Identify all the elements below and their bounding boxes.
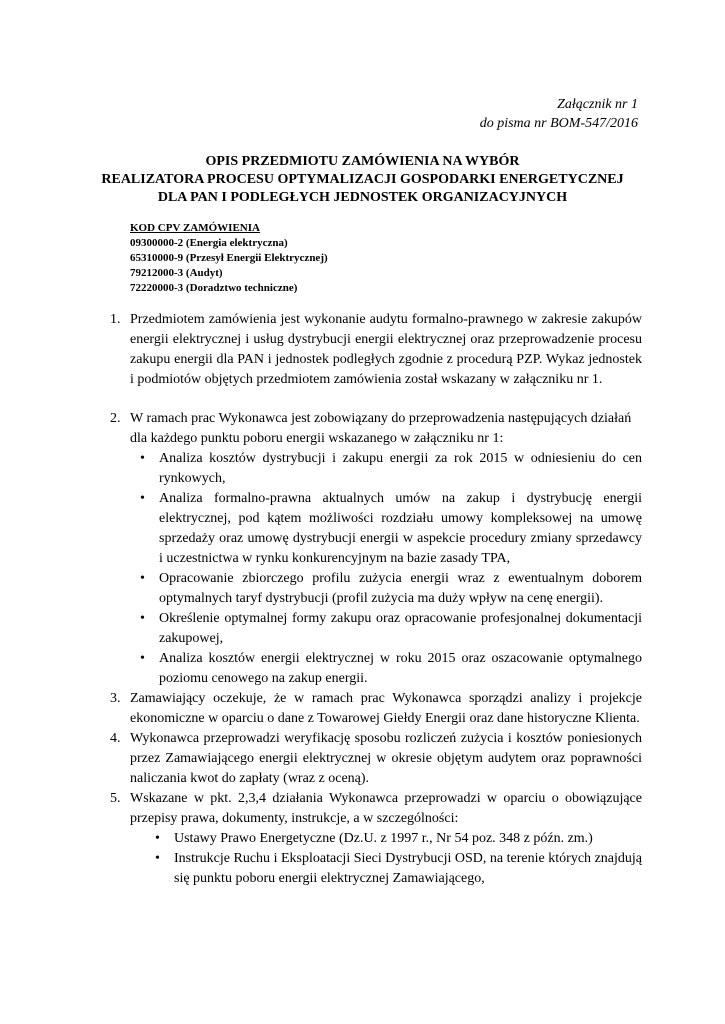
activities-list [130,449,642,689]
cpv-code: 72220000-3 (Doradztwo techniczne) [130,282,298,294]
bullet-icon: • [155,851,160,866]
section-5 [96,789,642,889]
cpv-heading: KOD CPV ZAMÓWIENIA [130,222,260,234]
list-item-text: Instrukcje Ruchu i Eksploatacji Sieci Dystrybucji OSD, na terenie których znajdują się punktu poboru energii elektrycznej Zamawiającego, [174,851,642,886]
list-item-text: Analiza kosztów energii elektrycznej w roku 2015 oraz oszacowanie optymalnego poziomu cenowego na zakup energii. [159,651,642,686]
section-number: 1. [110,312,121,327]
list-item-text: Analiza kosztów dystrybucji i zakupu energii za rok 2015 w odniesieniu do cen rynkowych, [159,451,642,486]
section-number: 3. [110,691,121,706]
cpv-codes-block [130,221,328,296]
list-item [145,829,642,849]
list-item [130,609,642,649]
bullet-icon: • [140,451,145,466]
section-intro-line-2: dla każdego punktu poboru energii wskazanego w załączniku nr 1: [130,431,504,446]
section-text: Wykonawca przeprowadzi weryfikację sposobu rozliczeń zużycia i kosztów poniesionych przez Zamawiającego energii elektrycznej w okresie objętym audytem oraz poprawności naliczania kwot do zapłaty (wraz z oceną). [130,731,642,786]
section-intro-line-1: W ramach prac Wykonawca jest zobowiązany do przeprowadzenia następujących działań [130,411,632,426]
section-number: 2. [110,411,121,426]
bullet-icon: • [155,831,160,846]
section-text: Przedmiotem zamówienia jest wykonanie audytu formalno-prawnego w zakresie zakupów energii elektrycznej i usług dystrybucji energii elektrycznej oraz przeprowadzenie procesu zakupu energii dla PAN i jednostek podległych zgodnie z procedurą PZP. Wykaz jednostek i podmiotów objętych przedmiotem zamówienia został wskazany w załączniku nr 1. [130,312,642,387]
list-item [130,449,642,489]
annex-letter-reference: do pisma nr BOM-547/2016 [479,116,638,131]
section-text: Wskazane w pkt. 2,3,4 działania Wykonawca przeprowadzi w oparciu o obowiązujące przepisy prawa, dokumenty, instrukcje, a w szczególności: [130,791,642,826]
list-item-text: Opracowanie zbiorczego profilu zużycia energii wraz z ewentualnym doborem optymalnych taryf dystrybucji (profil zużycia ma duży wpływ na cenę energii). [159,571,642,606]
title-line-2: REALIZATORA PROCESU OPTYMALIZACJI GOSPODARKI ENERGETYCZNEJ [101,172,624,187]
annex-reference [480,95,638,133]
bullet-icon: • [140,491,145,506]
list-item [145,849,642,889]
bullet-icon: • [140,571,145,586]
section-number: 5. [110,791,121,806]
list-item-text: Analiza formalno-prawna aktualnych umów na zakup i dystrybucję energii elektrycznej, pod kątem możliwości rozdziału umowy kompleksowej na umowę sprzedaży oraz umowę dystrybucji energii w aspekcie procedury zmiany sprzedawcy i uczestnictwa w rynku konkurencyjnym na bazie zasady TPA, [159,491,642,566]
title-line-3: DLA PAN I PODLEGŁYCH JEDNOSTEK ORGANIZACYJNYCH [157,190,568,205]
title-line-1: OPIS PRZEDMIOTU ZAMÓWIENIA NA WYBÓR [205,154,520,169]
document-body [96,310,642,889]
bullet-icon: • [140,651,145,666]
section-number: 4. [110,731,121,746]
section-text: Zamawiający oczekuje, że w ramach prac Wykonawca sporządzi analizy i projekcje ekonomiczne w oparciu o dane z Towarowej Giełdy Energii oraz dane historyczne Klienta. [130,691,642,726]
list-item [130,489,642,569]
document-title [0,153,725,207]
regulations-list [145,829,642,889]
list-item-text: Ustawy Prawo Energetyczne (Dz.U. z 1997 r., Nr 54 poz. 348 z późn. zm.) [174,831,593,846]
list-item [130,569,642,609]
section-3 [96,689,642,729]
bullet-icon: • [140,611,145,626]
section-4 [96,729,642,789]
list-item [130,649,642,689]
cpv-code: 65310000-9 (Przesył Energii Elektrycznej) [130,252,328,264]
section-1 [96,310,642,390]
section-2 [96,409,642,689]
list-item-text: Określenie optymalnej formy zakupu oraz opracowanie profesjonalnej dokumentacji zakupowej, [159,611,642,646]
cpv-code: 09300000-2 (Energia elektryczna) [130,237,288,249]
annex-number: Załącznik nr 1 [557,97,638,112]
cpv-code: 79212000-3 (Audyt) [130,267,223,279]
